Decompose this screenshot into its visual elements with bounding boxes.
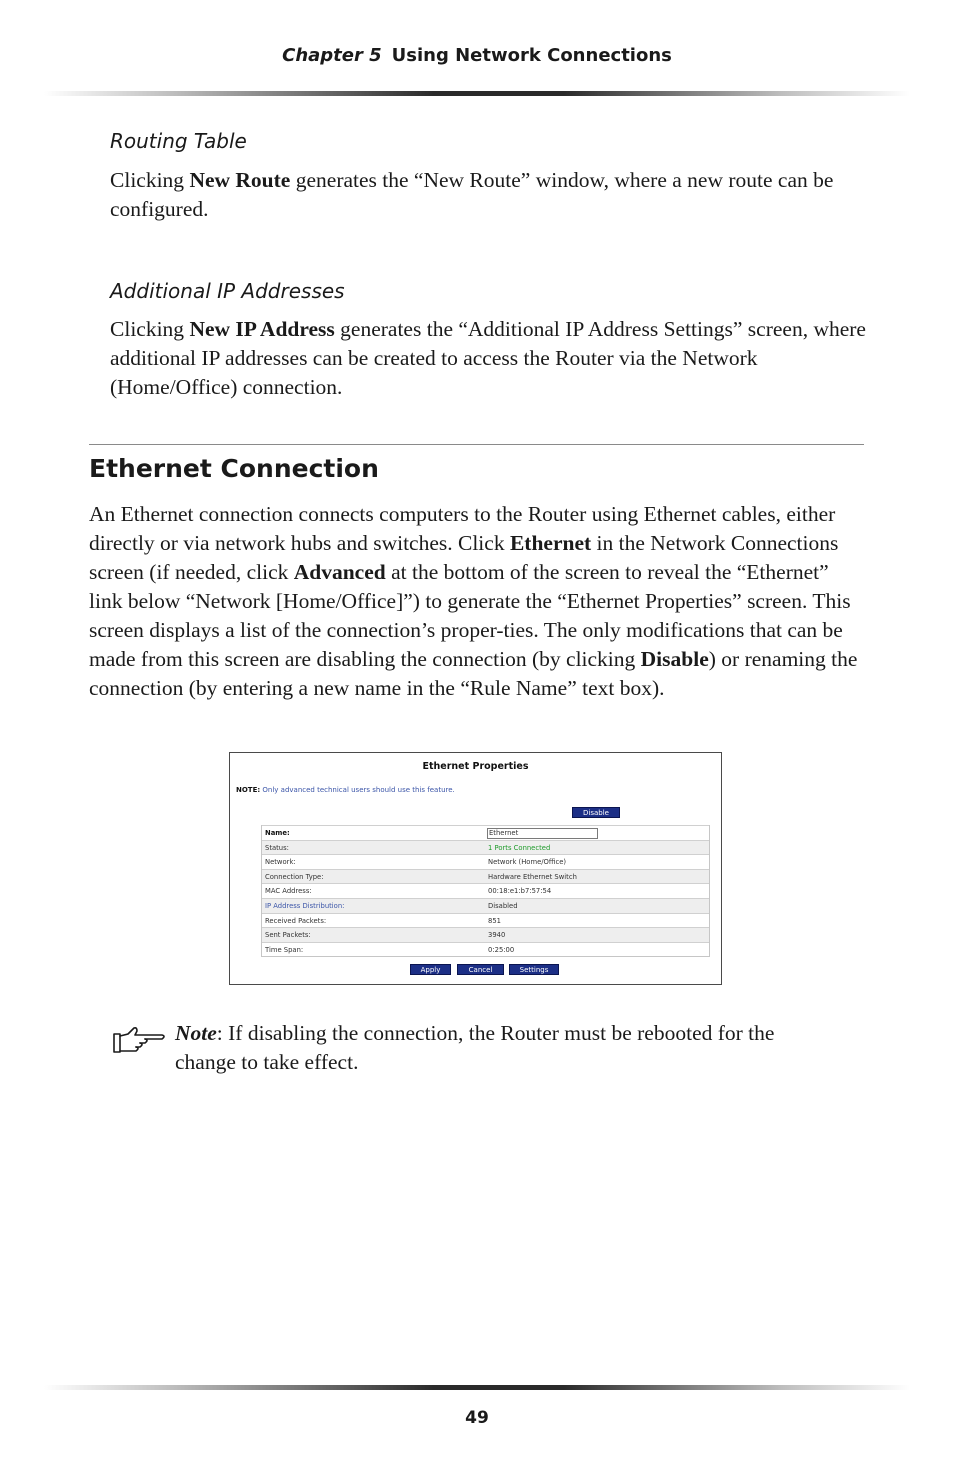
chapter-title: Using Network Connections [391, 45, 672, 66]
advanced-term: Advanced [293, 560, 386, 584]
ethernet-term: Ethernet [509, 531, 592, 555]
screenshot-title: Ethernet Properties [422, 761, 529, 772]
note-label: Note [175, 1021, 217, 1045]
table-row: Connection Type: Hardware Ethernet Switch [262, 869, 709, 884]
table-row: Sent Packets: 3940 [262, 927, 709, 942]
running-header [0, 45, 954, 66]
rule-name-input[interactable]: Ethernet [487, 828, 598, 839]
disable-term: Disable [640, 647, 709, 671]
table-row: Received Packets: 851 [262, 913, 709, 928]
new-ip-address-term: New IP Address [189, 317, 335, 341]
section-divider [89, 444, 864, 445]
table-row: Status: 1 Ports Connected [262, 840, 709, 855]
page-number: 49 [465, 1408, 489, 1428]
apply-button[interactable]: Apply [410, 964, 451, 975]
additional-ip-paragraph: Clicking New IP Address generates the “Additional IP Address Settings” screen, where additional IP addresses can be created to access the Router via the Network (Home/Office) connection. [110, 317, 866, 399]
routing-table-paragraph: Clicking New Route generates the “New Route” window, where a new route can be configured. [110, 168, 834, 221]
footer-rule [44, 1385, 910, 1390]
pointing-hand-icon [112, 1026, 168, 1058]
disable-button[interactable]: Disable [572, 807, 620, 818]
screenshot-note: NOTE: Only advanced technical users should use this feature. [236, 786, 455, 794]
routing-table-heading: Routing Table [110, 129, 247, 153]
new-route-term: New Route [189, 168, 291, 192]
table-row: MAC Address: 00:18:e1:b7:57:54 [262, 883, 709, 898]
table-row: Network: Network (Home/Office) [262, 854, 709, 869]
ethernet-connection-title: Ethernet Connection [89, 454, 379, 483]
properties-table [261, 825, 710, 957]
settings-button[interactable]: Settings [509, 964, 559, 975]
name-label: Name: [265, 829, 290, 837]
ethernet-paragraph: An Ethernet connection connects computers to the Router using Ethernet cables, either directly or via network hubs and switches. Click Ethernet in the Network Connections screen (if needed, click Advanced at the bottom of the screen to reveal the “Ethernet” link below “Network [Home/Office]”) to generate the “Ethernet Properties” screen. This screen displays a list of the connection’s proper-ties. The only modifications that can be made from this screen are disabling the connection (by clicking Disable) or renaming the connection (by entering a new name in the “Rule Name” text box). [89, 502, 858, 700]
table-row: Time Span: 0:25:00 [262, 942, 709, 957]
chapter-label: Chapter 5 [282, 45, 382, 66]
table-row: IP Address Distribution: Disabled [262, 898, 709, 913]
note-paragraph: Note: If disabling the connection, the Router must be rebooted for the change to take effect. [175, 1021, 775, 1074]
header-rule [44, 91, 910, 96]
additional-ip-heading: Additional IP Addresses [110, 279, 345, 303]
ethernet-properties-screenshot [229, 752, 722, 985]
table-row-name [262, 825, 709, 840]
cancel-button[interactable]: Cancel [457, 964, 504, 975]
status-value: 1 Ports Connected [488, 843, 551, 852]
ip-distribution-link[interactable]: IP Address Distribution: [265, 901, 345, 910]
